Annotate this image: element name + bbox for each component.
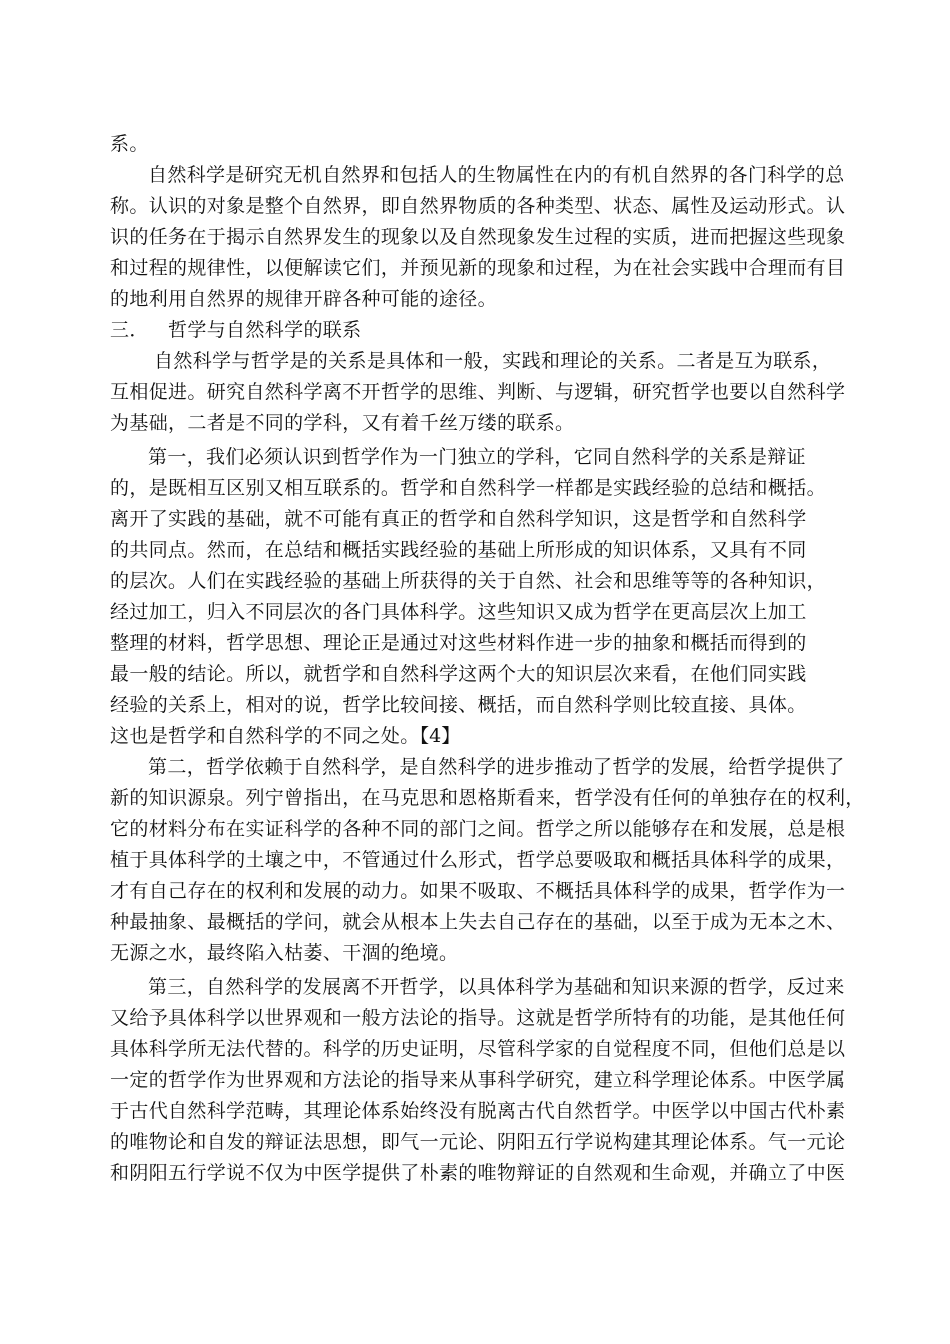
text-line: 植于具体科学的土壤之中，不管通过什么形式，哲学总要吸取和概括具体科学的成果， (110, 849, 846, 871)
text-line: 和阴阳五行学说不仅为中医学提供了朴素的唯物辩证的自然观和生命观，并确立了中医 (110, 1162, 846, 1184)
text-line: 经验的关系上，相对的说，哲学比较间接、概括，而自然科学则比较直接、具体。 (110, 694, 807, 716)
text-line-with-reference (110, 721, 845, 752)
text-line: 离开了实践的基础，就不可能有真正的哲学和自然科学知识，这是哲学和自然科学 (110, 508, 807, 530)
text-line: 最一般的结论。所以，就哲学和自然科学这两个大的知识层次来看，在他们同实践 (110, 663, 807, 685)
document-body (110, 129, 865, 1189)
citation-reference: 【4】 (419, 725, 461, 747)
text-line: 一定的哲学作为世界观和方法论的指导来从事科学研究，建立科学理论体系。中医学属 (110, 1069, 846, 1091)
text-line: 自然科学与哲学是的关系是具体和一般，实践和理论的关系。二者是互为联系， (154, 350, 832, 372)
text-line: 经过加工，归入不同层次的各门具体科学。这些知识又成为哲学在更高层次上加工 (110, 601, 807, 623)
text-line: 它的材料分布在实证科学的各种不同的部门之间。哲学之所以能够存在和发展，总是根 (110, 818, 846, 840)
text-line: 识的任务在于揭示自然界发生的现象以及自然现象发生过程的实质，进而把握这些现象 (110, 226, 846, 248)
text-line: 又给予具体科学以世界观和一般方法论的指导。这就是哲学所特有的功能，是其他任何 (110, 1007, 846, 1029)
text-line: 的层次。人们在实践经验的基础上所获得的关于自然、社会和思维等等的各种知识， (110, 570, 826, 592)
text-line: 自然科学是研究无机自然界和包括人的生物属性在内的有机自然界的各门科学的总 (148, 164, 845, 186)
text-line: 的共同点。然而，在总结和概括实践经验的基础上所形成的知识体系，又具有不同 (110, 539, 807, 561)
text-line: 第二，哲学依赖于自然科学，是自然科学的进步推动了哲学的发展，给哲学提供了 (148, 756, 845, 778)
text-line: 无源之水，最终陷入枯萎、干涸的绝境。 (110, 942, 459, 964)
text-line: 才有自己存在的权利和发展的动力。如果不吸取、不概括具体科学的成果，哲学作为一 (110, 880, 846, 902)
paragraph-natural-science-definition (110, 160, 845, 315)
text-line: 整理的材料，哲学思想、理论正是通过对这些材料作进一步的抽象和概括而得到的 (110, 632, 807, 654)
text-line: 于古代自然科学范畴，其理论体系始终没有脱离古代自然哲学。中医学以中国古代朴素 (110, 1100, 846, 1122)
paragraph-second-point (110, 752, 865, 969)
text-line: 具体科学所无法代替的。科学的历史证明，尽管科学家的自觉程度不同，但他们总是以 (110, 1038, 846, 1060)
text-line: 种最抽象、最概括的学问，就会从根本上失去自己存在的基础，以至于成为无本之木、 (110, 911, 846, 933)
paragraph-first-point (110, 442, 845, 752)
text-line: 的唯物论和自发的辩证法思想，即气一元论、阴阳五行学说构建其理论体系。气一元论 (110, 1131, 846, 1153)
paragraph-third-point (110, 972, 845, 1189)
text-line: 和过程的规律性，以便解读它们，并预见新的现象和过程，为在社会实践中合理而有目 (110, 257, 846, 279)
text-line: 的，是既相互区别又相互联系的。哲学和自然科学一样都是实践经验的总结和概括。 (110, 477, 826, 499)
text-line: 第三，自然科学的发展离不开哲学，以具体科学为基础和知识来源的哲学，反过来 (148, 976, 845, 998)
text-line: 为基础，二者是不同的学科，又有着千丝万缕的联系。 (110, 412, 575, 434)
text-line: 称。认识的对象是整个自然界，即自然界物质的各种类型、状态、属性及运动形式。认 (110, 195, 846, 217)
paragraph-relationship-summary (110, 346, 845, 439)
section-heading (110, 315, 845, 346)
section-number: 三． (110, 319, 149, 341)
text-line: 新的知识源泉。列宁曾指出，在马克思和恩格斯看来，哲学没有任何的单独存在的权利， (110, 787, 865, 809)
text-line: 第一，我们必须认识到哲学作为一门独立的学科，它同自然科学的关系是辩证 (148, 446, 806, 468)
text-line: 的地利用自然界的规律开辟各种可能的途径。 (110, 288, 498, 310)
text-segment: 这也是哲学和自然科学的不同之处。 (110, 725, 420, 747)
text-line: 互相促进。研究自然科学离不开哲学的思维、判断、与逻辑，研究哲学也要以自然科学 (110, 381, 846, 403)
section-title: 哲学与自然科学的联系 (168, 319, 362, 341)
text-line: 系。 (110, 133, 149, 155)
